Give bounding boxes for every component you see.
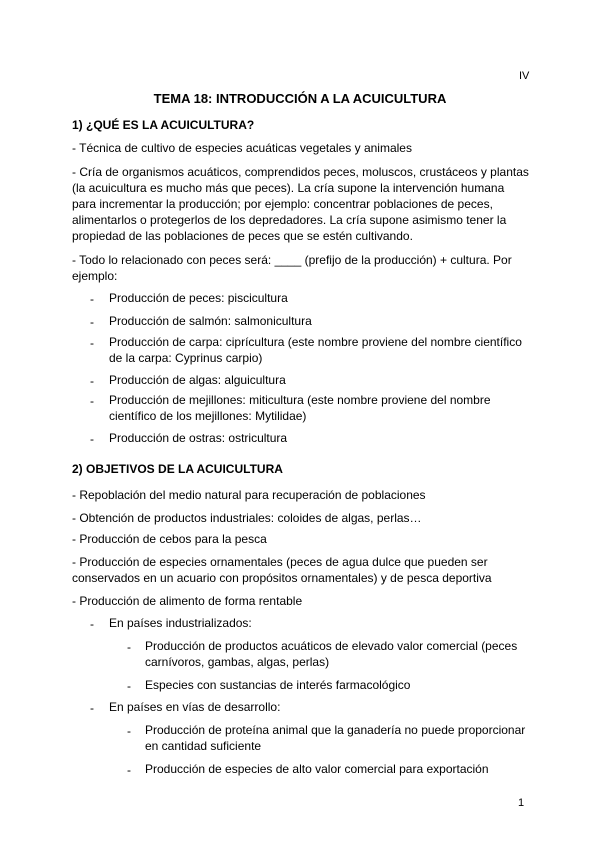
- section-1-paragraph: - Cría de organismos acuáticos, comprendidos peces, moluscos, crustáceos y plantas (la acuicultura es mucho más que peces). La cría supone la intervención humana para incrementar la producción; por ejemplo: concentrar poblaciones de peces, alimentarlos o protegerlos de los depredadores. La cría supone asimismo tener la propiedad de las poblaciones de peces que se estén cultivando.: [72, 165, 529, 243]
- document-page: IV TEMA 18: INTRODUCCIÓN A LA ACUICULTURA 1) ¿QUÉ ES LA ACUICULTURA? - Técnica de cultivo de especies acuáticas vegetales y animales - Cría de organismos acuáticos, comprendidos peces, moluscos, crustáceos y plantas (la acuicultura es mucho más que peces). La cría supone la intervención humana para incrementar la producción; por ejemplo: concentrar poblaciones de peces, alimentarlos o protegerlos de los depredadores. La cría supone asimismo tener la propiedad de las poblaciones de peces que se estén cultivando. - Todo lo relacionado con peces será: ____ (prefijo de la producción) + cultura. Por ejemplo: - Producción de peces: piscicultura - Producción de salmón: salmonicultura - Producción de carpa: ciprícultura (este nombre proviene del nombre científico de la carpa: Cyprinus carpio) - Producción de algas: alguicultura - Producción de mejillones: miticultura (este nombre proviene del nombre científico de los mejillones: Mytilidae) - Producción de ostras: ostricultura 2) OBJETIVOS DE LA ACUICULTURA - Repoblación del medio natural para recuperación de poblaciones - Obtención de productos industriales: coloides de algas, perlas… - Producción de cebos para la pesca - Producción de especies ornamentales (peces de agua dulce que pueden ser conservados en un acuario con propósitos ornamentales) y de pesca deportiva - Producción de alimento de forma rentable - En países industrializados: - Producción de productos acuáticos de elevado valor comercial (peces carnívoros, gambas, algas, perlas) - Especies con sustancias de interés farmacológico - En países en vías de desarrollo: - Producción de proteína animal que la ganadería no puede proporcionar en cantidad suficiente - Producción de especies de alto valor comercial para exportación 1: [0, 0, 600, 848]
- section-2-paragraph: - Producción de cebos para la pesca: [72, 532, 267, 546]
- section-2-paragraph: - Producción de especies ornamentales (peces de agua dulce que pueden ser conservados en un acuario con propósitos ornamentales) y de pesca deportiva: [72, 555, 492, 585]
- list-item: Producción de salmón: salmonicultura: [109, 314, 312, 328]
- sublist-item: Producción de proteína animal que la ganadería no puede proporcionar en cantidad suficiente: [145, 723, 526, 753]
- list-item: Producción de ostras: ostricultura: [109, 431, 288, 445]
- list-item: Producción de carpa: ciprícultura (este nombre proviene del nombre científico de la carpa: Cyprinus carpio): [109, 335, 522, 365]
- sublist-item: Producción de productos acuáticos de elevado valor comercial (peces carnívoros, gambas, algas, perlas): [145, 639, 518, 669]
- section-2-paragraph: - Obtención de productos industriales: coloides de algas, perlas…: [72, 511, 422, 525]
- list-item: Producción de mejillones: miticultura (este nombre proviene del nombre científico de los mejillones: Mytilidae): [109, 393, 491, 423]
- list-item: Producción de algas: alguicultura: [109, 373, 286, 387]
- sublist-item: Especies con sustancias de interés farmacológico: [145, 678, 411, 692]
- corner-mark: IV: [519, 70, 530, 82]
- section-1-heading: 1) ¿QUÉ ES LA ACUICULTURA?: [72, 118, 255, 132]
- page-number: 1: [518, 797, 525, 809]
- section-1-paragraph: - Todo lo relacionado con peces será: ____ (prefijo de la producción) + cultura. Por ejemplo:: [72, 253, 512, 283]
- section-1-paragraph: - Técnica de cultivo de especies acuáticas vegetales y animales: [72, 141, 412, 155]
- sublist-heading: En países en vías de desarrollo:: [109, 700, 281, 714]
- sublist-item: Producción de especies de alto valor comercial para exportación: [145, 762, 489, 776]
- page-title: TEMA 18: INTRODUCCIÓN A LA ACUICULTURA: [153, 91, 447, 106]
- section-2-heading: 2) OBJETIVOS DE LA ACUICULTURA: [72, 462, 283, 476]
- sublist-heading: En países industrializados:: [109, 616, 252, 630]
- section-2-paragraph: - Producción de alimento de forma rentable: [72, 594, 303, 608]
- list-item: Producción de peces: piscicultura: [109, 291, 288, 305]
- section-2-paragraph: - Repoblación del medio natural para recuperación de poblaciones: [72, 488, 426, 502]
